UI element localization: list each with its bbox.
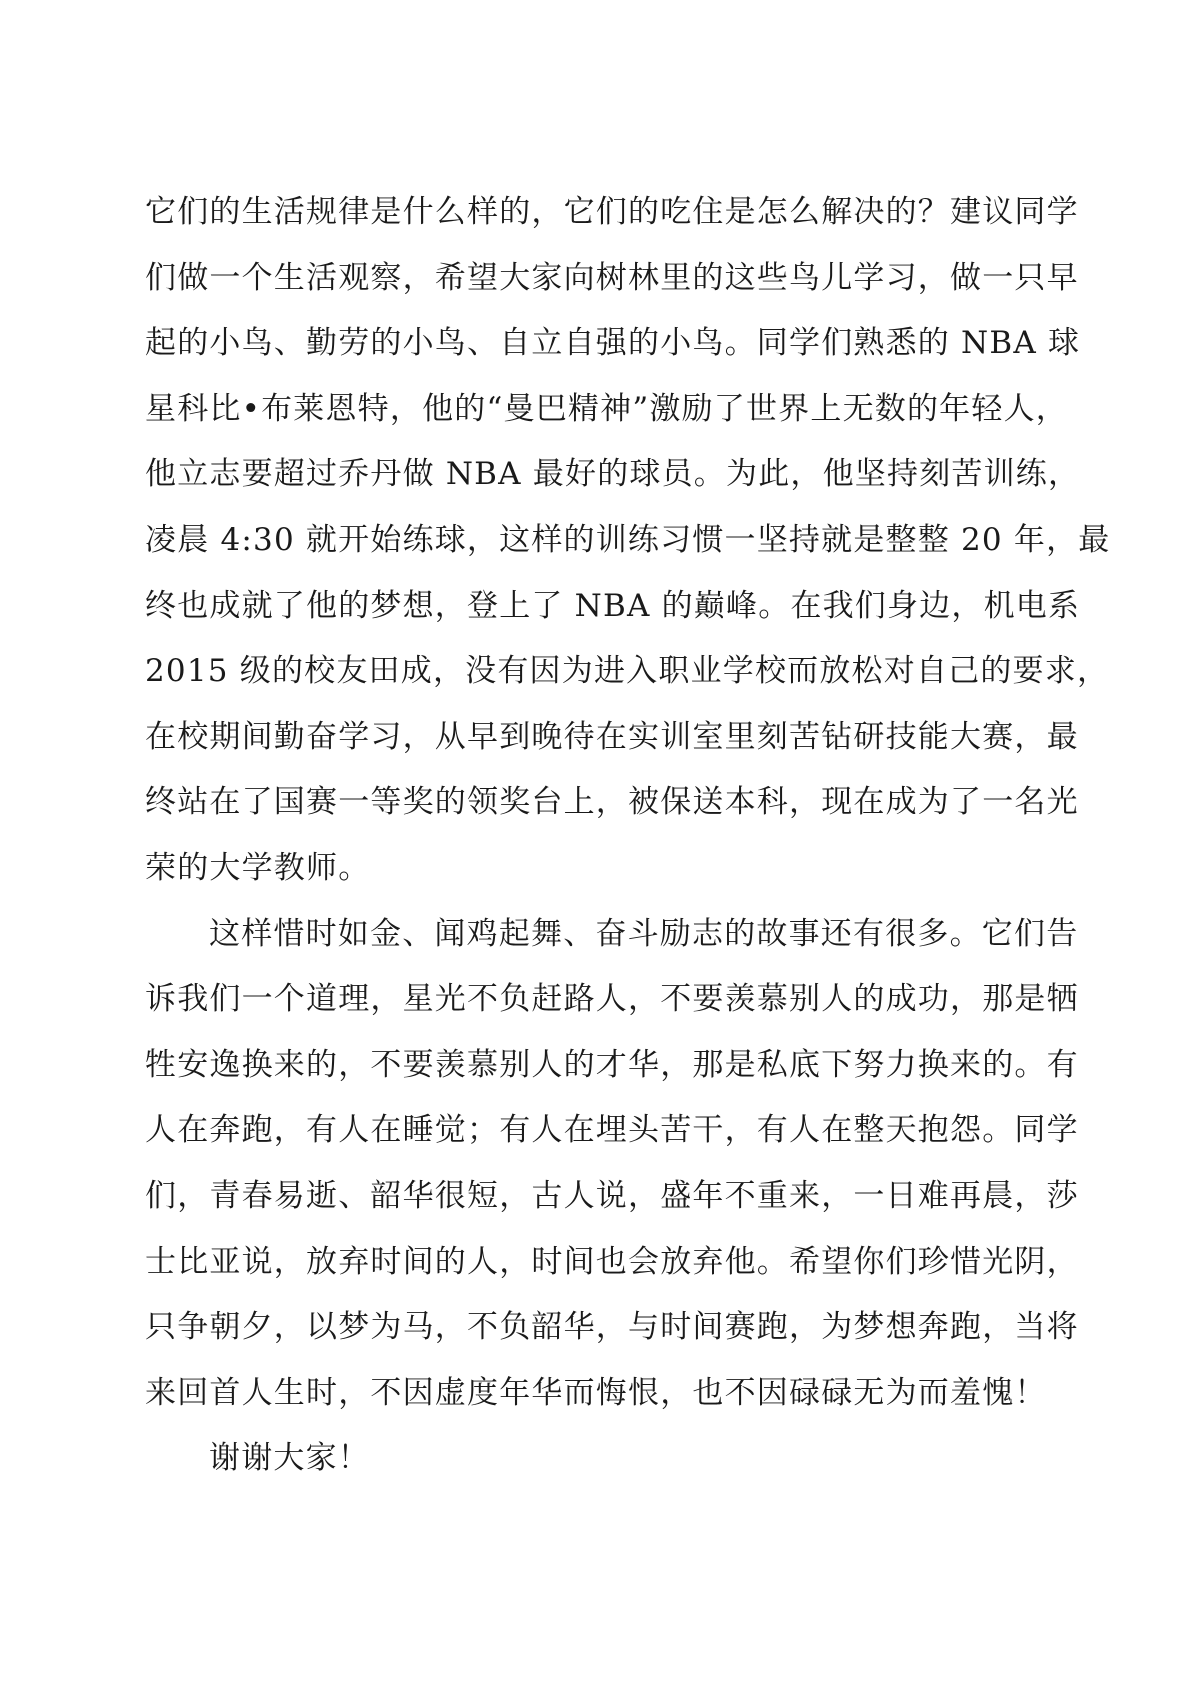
text-line: 他立志要超过乔丹做 NBA 最好的球员。为此，他坚持刻苦训练， — [145, 456, 1081, 493]
text-line: 诉我们一个道理，星光不负赶路人，不要羡慕别人的成功，那是牺 — [145, 981, 1079, 1018]
paragraph-closing — [145, 1431, 1025, 1497]
text-line-first-indented: 这样惜时如金、闻鸡起舞、奋斗励志的故事还有很多。它们告 — [209, 915, 1079, 952]
closing-thanks: 谢谢大家！ — [209, 1440, 370, 1477]
text-line: 们，青春易逝、韶华很短，古人说，盛年不重来，一日难再晨，莎 — [145, 1177, 1079, 1214]
text-line: 起的小鸟、勤劳的小鸟、自立自强的小鸟。同学们熟悉的 NBA 球 — [145, 325, 1081, 362]
text-line: 荣的大学教师。 — [145, 849, 371, 886]
text-line: 来回首人生时，不因虚度年华而悔恨，也不因碌碌无为而羞愧！ — [145, 1374, 1047, 1411]
text-line: 星科比•布莱恩特，他的“曼巴精神”激励了世界上无数的年轻人， — [145, 390, 1068, 427]
text-line: 士比亚说，放弃时间的人，时间也会放弃他。希望你们珍惜光阴， — [145, 1243, 1079, 1280]
paragraph-lesson — [145, 907, 1079, 1432]
text-line: 它们的生活规律是什么样的，它们的吃住是怎么解决的？建议同学 — [145, 194, 1079, 230]
paragraph-story — [145, 185, 1111, 907]
text-line: 终站在了国赛一等奖的领奖台上，被保送本科，现在成为了一名光 — [145, 784, 1079, 821]
document-body — [145, 185, 1111, 1497]
text-line: 在校期间勤奋学习，从早到晚待在实训室里刻苦钻研技能大赛，最 — [145, 718, 1079, 755]
text-line: 人在奔跑，有人在睡觉；有人在埋头苦干，有人在整天抱怨。同学 — [145, 1112, 1079, 1149]
text-line: 终也成就了他的梦想，登上了 NBA 的巅峰。在我们身边，机电系 — [145, 587, 1081, 624]
text-line: 2015 级的校友田成，没有因为进入职业学校而放松对自己的要求， — [145, 653, 1110, 690]
text-line: 只争朝夕，以梦为马，不负韶华，与时间赛跑，为梦想奔跑，当将 — [145, 1309, 1079, 1346]
text-line: 凌晨 4:30 就开始练球，这样的训练习惯一坚持就是整整 20 年，最 — [145, 521, 1111, 558]
text-line: 们做一个生活观察，希望大家向树林里的这些鸟儿学习，做一只早 — [145, 259, 1079, 296]
text-line: 牲安逸换来的，不要羡慕别人的才华，那是私底下努力换来的。有 — [145, 1046, 1079, 1083]
